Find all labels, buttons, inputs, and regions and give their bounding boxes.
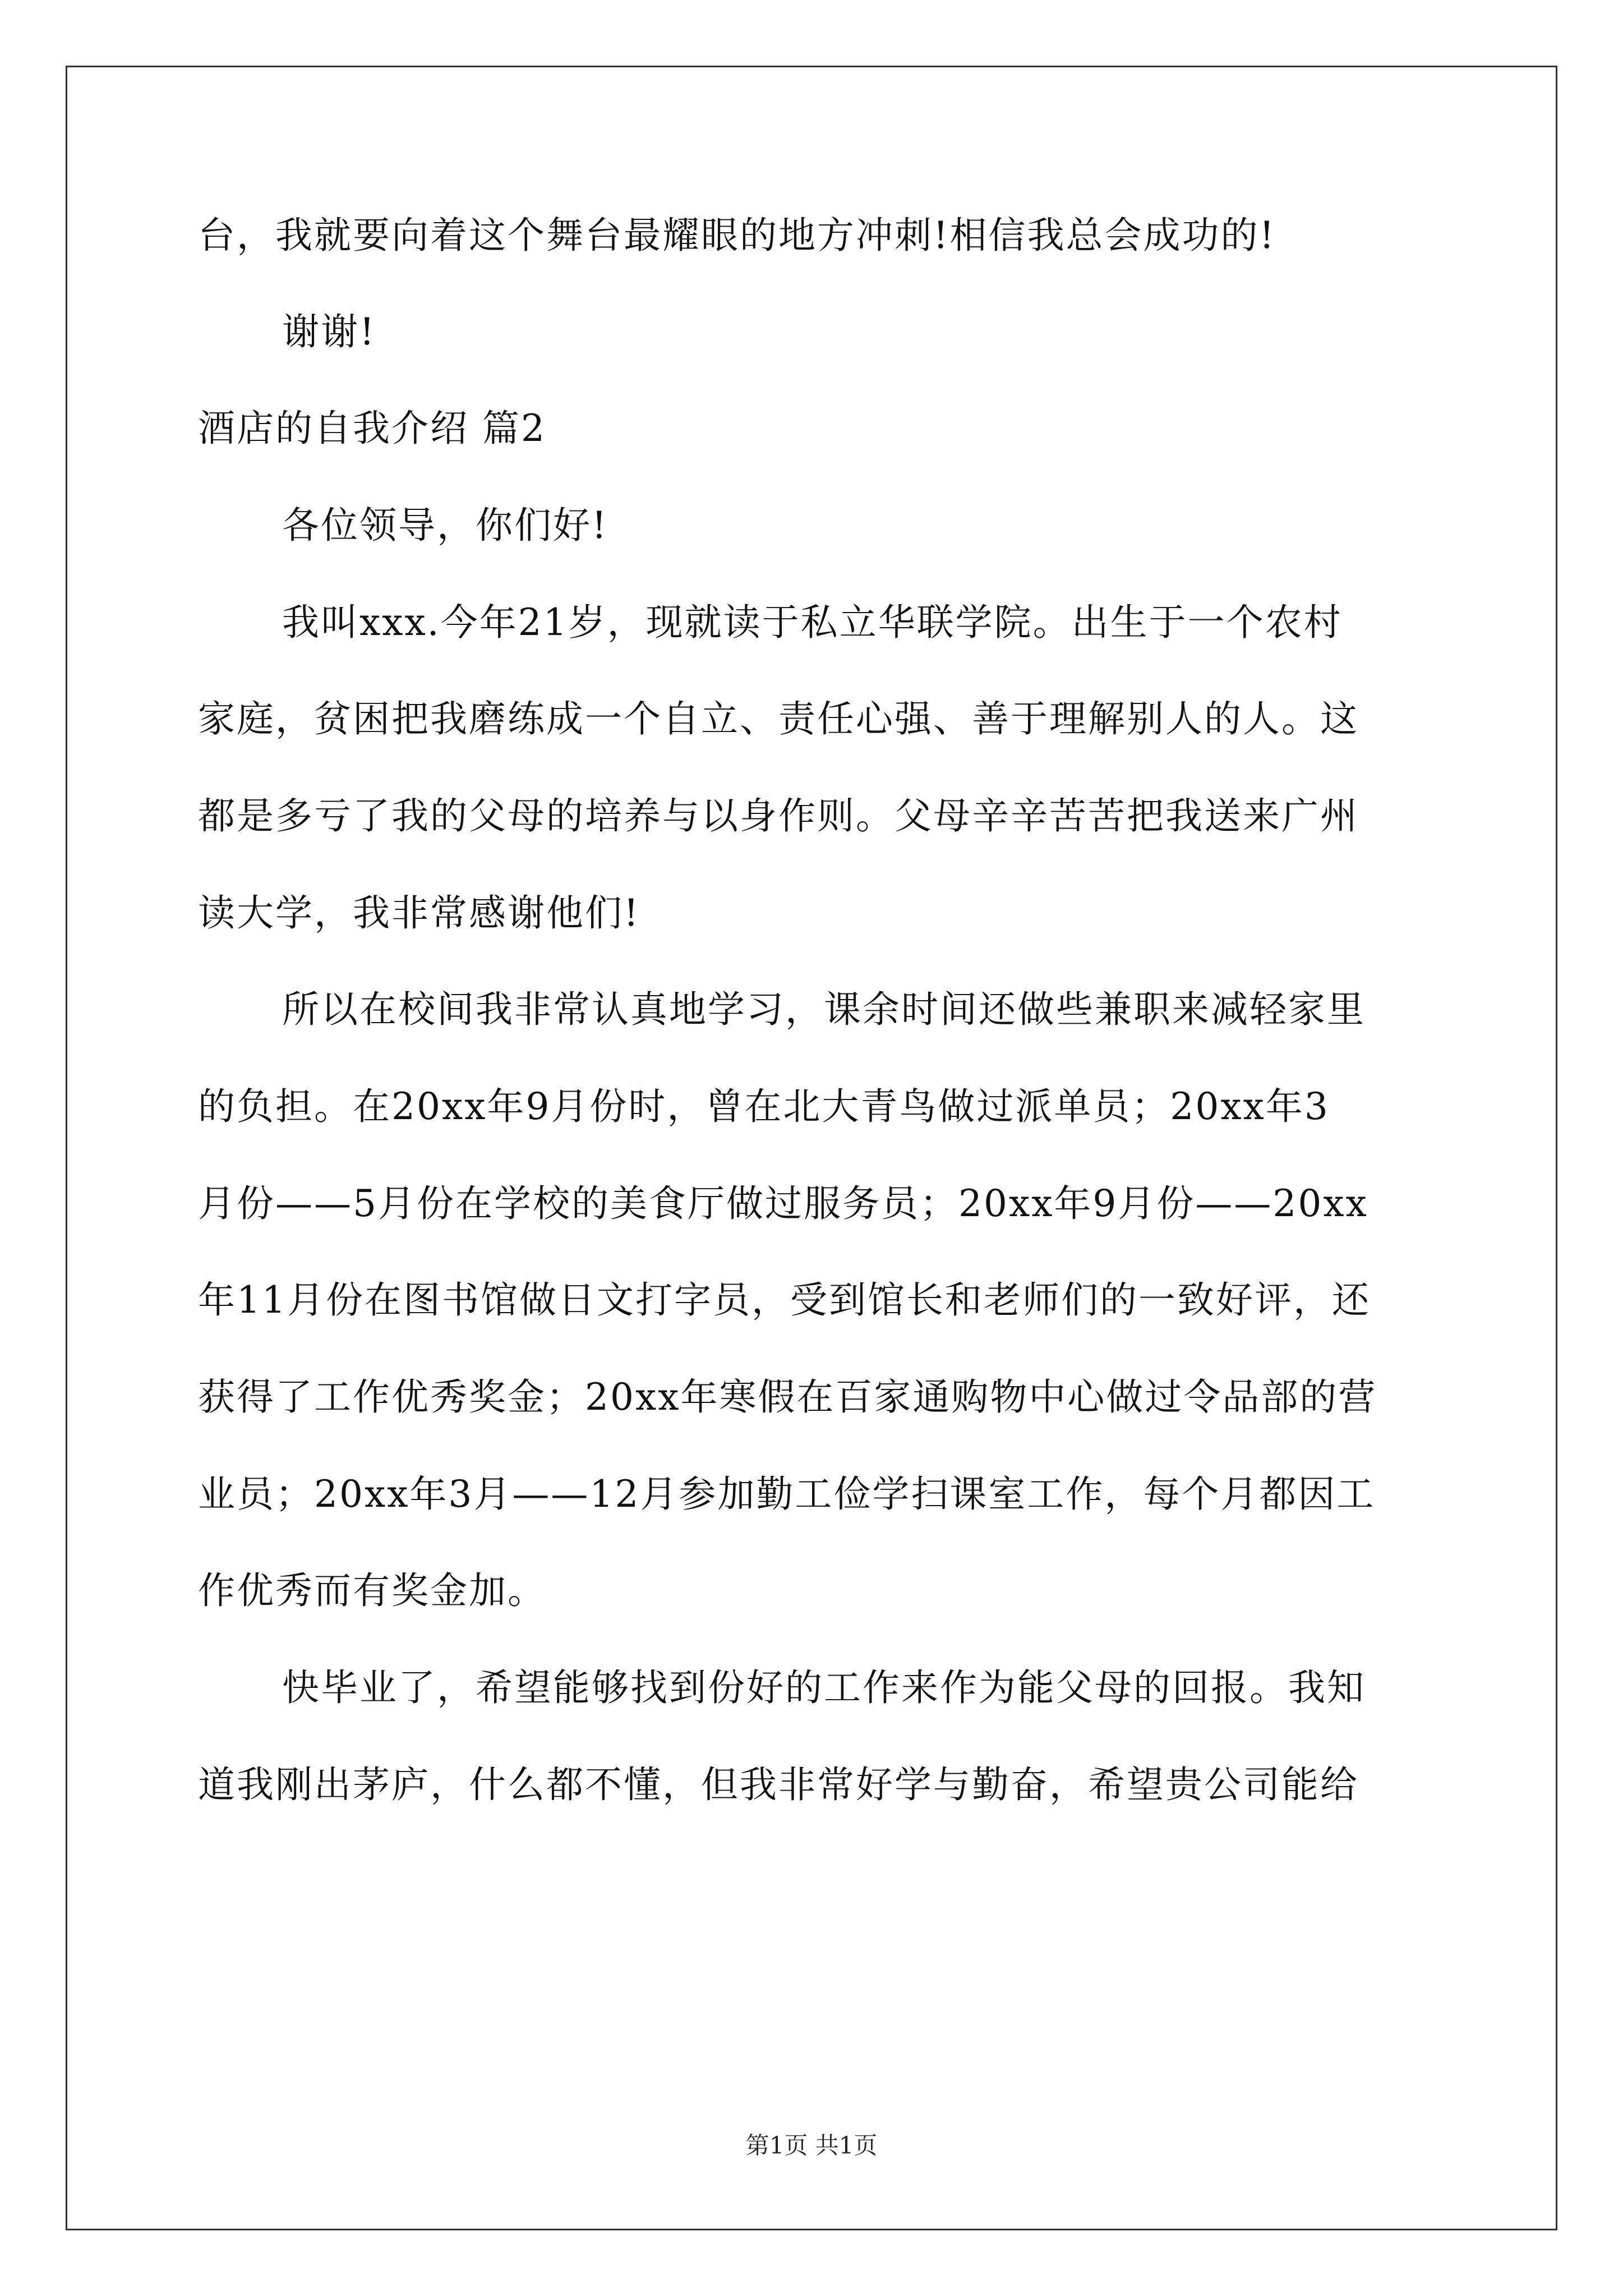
- paragraph-line: 台，我就要向着这个舞台最耀眼的地方冲刺!相信我总会成功的!: [198, 214, 1276, 257]
- paragraph-line: 道我刚出茅庐，什么都不懂，但我非常好学与勤奋，希望贵公司能给: [198, 1763, 1359, 1806]
- paragraph-line: 获得了工作优秀奖金；20xx年寒假在百家通购物中心做过令品部的营: [198, 1375, 1377, 1419]
- section-heading: 酒店的自我介绍 篇2: [198, 407, 546, 450]
- paragraph-line: 都是多亏了我的父母的培养与以身作则。父母辛辛苦苦把我送来广州: [198, 794, 1359, 838]
- paragraph-line: 我叫xxx.今年21岁，现就读于私立华联学院。出生于一个农村: [282, 601, 1343, 644]
- paragraph-line: 业员；20xx年3月——12月参加勤工俭学扫课室工作，每个月都因工: [198, 1473, 1376, 1516]
- paragraph-line: 家庭，贫困把我磨练成一个自立、责任心强、善于理解别人的人。这: [198, 697, 1359, 740]
- paragraph-line: 快毕业了，希望能够找到份好的工作来作为能父母的回报。我知: [282, 1666, 1366, 1709]
- paragraph-line: 的负担。在20xx年9月份时，曾在北大青鸟做过派单员；20xx年3: [198, 1085, 1330, 1128]
- paragraph-line: 月份——5月份在学校的美食厅做过服务员；20xx年9月份——20xx: [198, 1182, 1368, 1225]
- page-footer: 第1页 共1页: [745, 2132, 878, 2159]
- paragraph-line: 年11月份在图书馆做日文打字员，受到馆长和老师们的一致好评，还: [198, 1278, 1371, 1322]
- paragraph-line: 作优秀而有奖金加。: [198, 1569, 546, 1612]
- paragraph-line: 所以在校间我非常认真地学习，课余时间还做些兼职来减轻家里: [282, 988, 1366, 1031]
- greeting-line: 各位领导，你们好!: [282, 504, 608, 547]
- page-border: [66, 66, 1557, 2230]
- paragraph-line: 谢谢!: [282, 310, 376, 353]
- paragraph-line: 读大学，我非常感谢他们!: [198, 891, 640, 935]
